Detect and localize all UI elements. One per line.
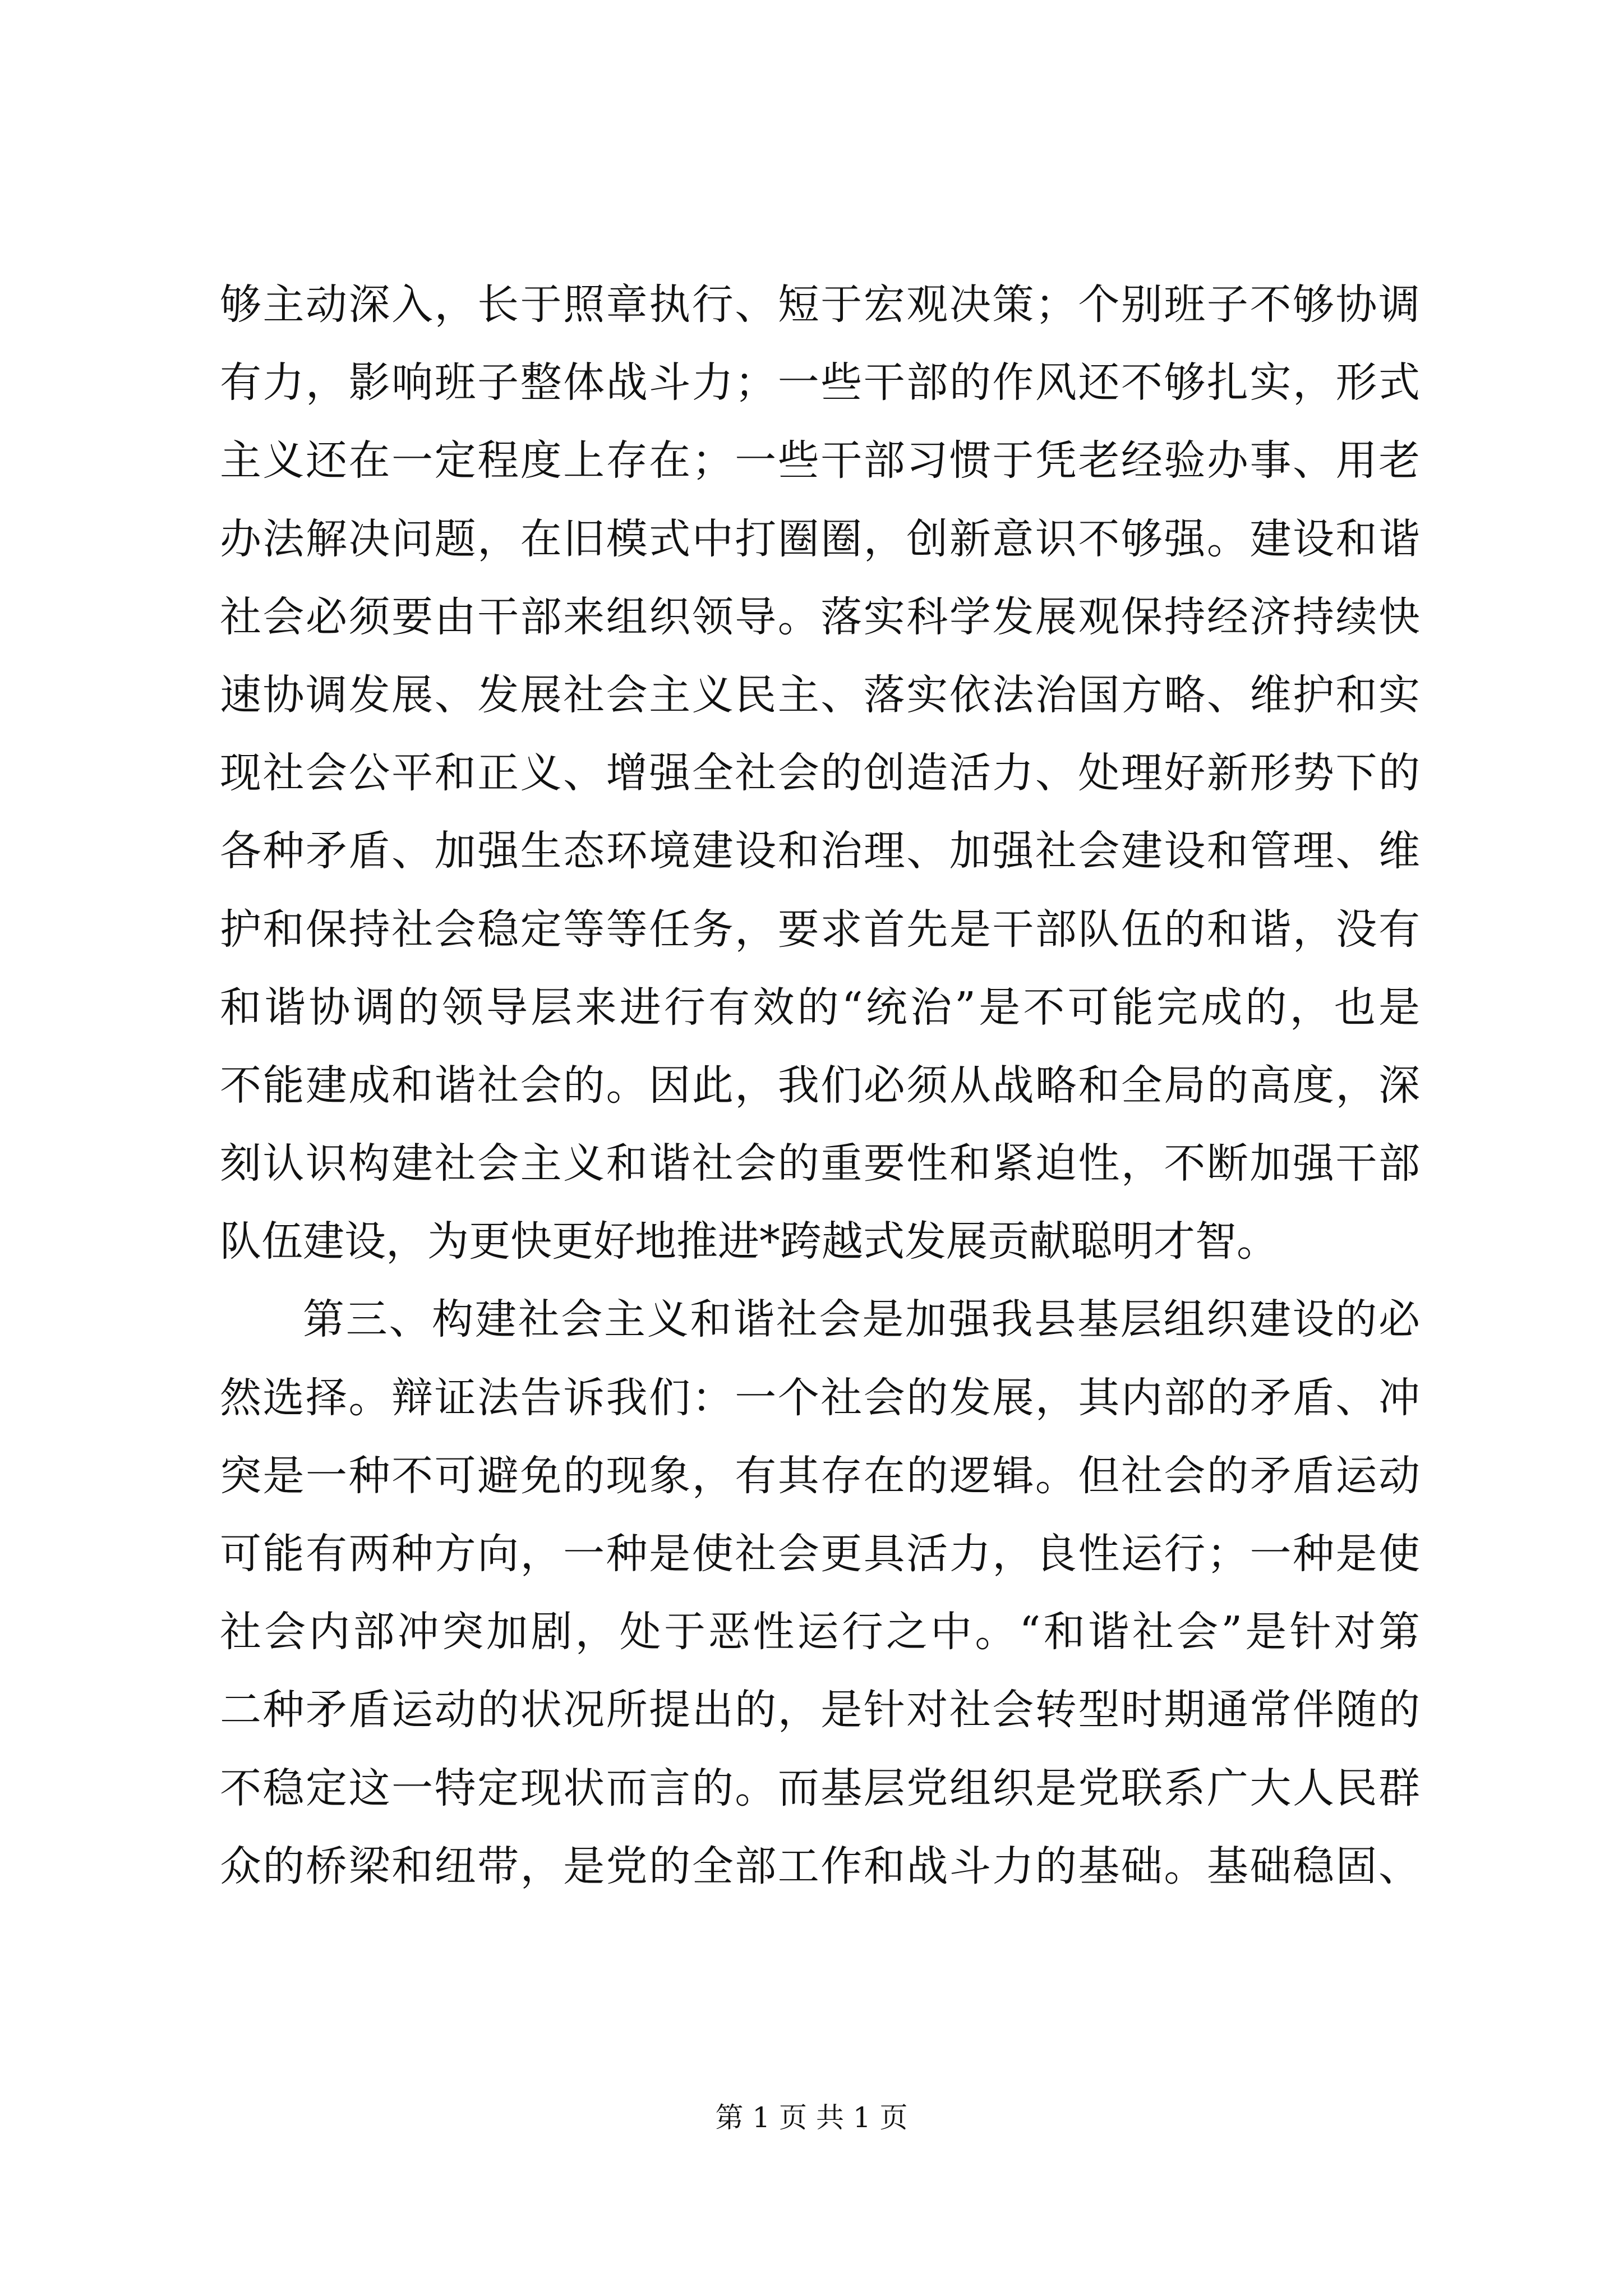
text-line: 刻认识构建社会主义和谐社会的重要性和紧迫性，不断加强干部 <box>220 1139 1420 1188</box>
text-line: 主义还在一定程度上存在；一些干部习惯于凭老经验办事、用老 <box>220 436 1420 485</box>
text-line: 各种矛盾、加强生态环境建设和治理、加强社会建设和管理、维 <box>220 827 1420 876</box>
text-line: 和谐协调的领导层来进行有效的“统治”是不可能完成的，也是 <box>220 983 1420 1032</box>
text-line: 现社会公平和正义、增强全社会的创造活力、处理好新形势下的 <box>220 749 1420 798</box>
text-line: 护和保持社会稳定等等任务，要求首先是干部队伍的和谐，没有 <box>220 905 1420 954</box>
text-line: 不稳定这一特定现状而言的。而基层党组织是党联系广大人民群 <box>220 1764 1420 1812</box>
text-line: 然选择。辩证法告诉我们：一个社会的发展，其内部的矛盾、冲 <box>220 1373 1420 1422</box>
body-text <box>220 266 1420 1906</box>
text-line: 有力，影响班子整体战斗力；一些干部的作风还不够扎实，形式 <box>220 358 1420 407</box>
text-line: 第三、构建社会主义和谐社会是加强我县基层组织建设的必 <box>303 1295 1420 1344</box>
text-line: 够主动深入，长于照章执行、短于宏观决策；个别班子不够协调 <box>220 280 1420 329</box>
text-line: 二种矛盾运动的状况所提出的，是针对社会转型时期通常伴随的 <box>220 1686 1420 1734</box>
text-line: 队伍建设，为更快更好地推进*跨越式发展贡献聪明才智。 <box>220 1217 1278 1266</box>
text-line: 突是一种不可避免的现象，有其存在的逻辑。但社会的矛盾运动 <box>220 1451 1420 1500</box>
text-line: 社会内部冲突加剧，处于恶性运行之中。“和谐社会”是针对第 <box>220 1608 1420 1657</box>
page-footer <box>0 2098 1623 2137</box>
page-number-label: 第 1 页 共 1 页 <box>715 2101 908 2134</box>
text-line: 不能建成和谐社会的。因此，我们必须从战略和全局的高度，深 <box>220 1061 1420 1110</box>
text-line: 社会必须要由干部来组织领导。落实科学发展观保持经济持续快 <box>220 592 1420 641</box>
text-line: 可能有两种方向，一种是使社会更具活力，良性运行；一种是使 <box>220 1530 1420 1578</box>
text-line: 众的桥梁和纽带，是党的全部工作和战斗力的基础。基础稳固、 <box>220 1842 1420 1890</box>
paragraph-1 <box>220 266 1420 1281</box>
text-line: 速协调发展、发展社会主义民主、落实依法治国方略、维护和实 <box>220 670 1420 719</box>
text-line: 办法解决问题，在旧模式中打圈圈，创新意识不够强。建设和谐 <box>220 514 1420 563</box>
paragraph-2 <box>220 1281 1420 1906</box>
